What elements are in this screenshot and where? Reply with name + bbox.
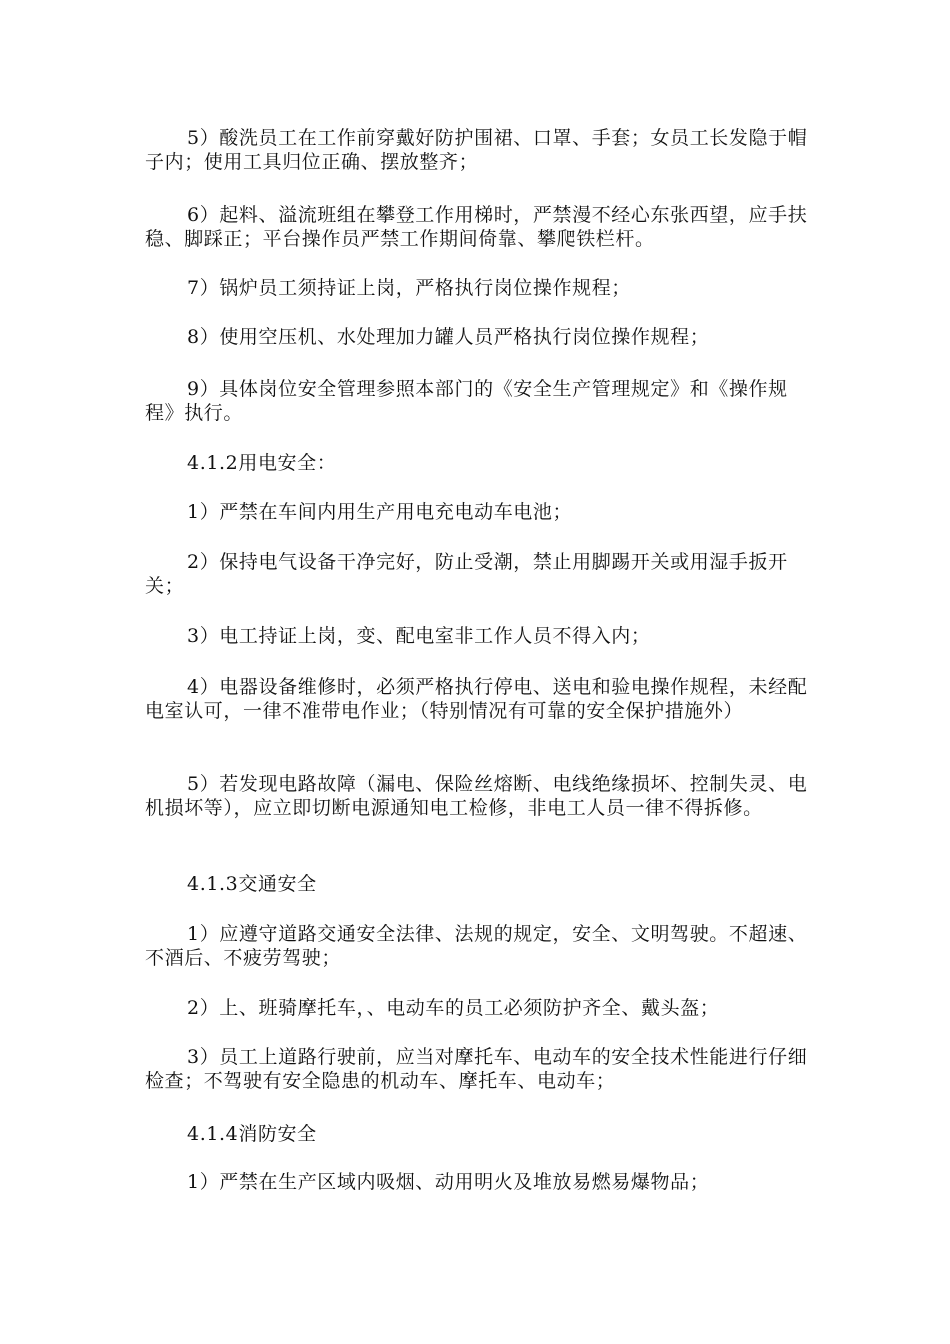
section-heading-electrical-safety: 4.1.2用电安全：: [187, 452, 337, 474]
paragraph-keep-equipment-clean: 2）保持电气设备干净完好，防止受潮，禁止用脚踢开关或用湿手扳开关；: [145, 551, 788, 597]
paragraph-pickling-staff: 5）酸洗员工在工作前穿戴好防护围裙、口罩、手套；女员工长发隐于帽子内；使用工具归位正确、摆放整齐；: [145, 127, 808, 173]
paragraph-circuit-fault: 5）若发现电路故障（漏电、保险丝熔断、电线绝缘损坏、控制失灵、电机损坏等），应立即切断电源通知电工检修，非电工人员一律不得拆修。: [145, 773, 808, 819]
paragraph-electrician-certified: 3）电工持证上岗，变、配电室非工作人员不得入内；: [187, 625, 651, 647]
section-heading-traffic-safety: 4.1.3交通安全: [187, 873, 317, 895]
paragraph-helmet: 2）上、班骑摩托车，、电动车的员工必须防护齐全、戴头盔；: [187, 997, 720, 1019]
paragraph-air-compressor: 8）使用空压机、水处理加力罐人员严格执行岗位操作规程；: [187, 326, 710, 348]
paragraph-maintenance-procedure: 4）电器设备维修时，必须严格执行停电、送电和验电操作规程，未经配电室认可，一律不准带电作业；（特别情况有可靠的安全保护措施外）: [145, 676, 808, 722]
section-heading-fire-safety: 4.1.4消防安全: [187, 1123, 317, 1145]
paragraph-ladder-safety: 6）起料、溢流班组在攀登工作用梯时，严禁漫不经心东张西望，应手扶稳、脚踩正；平台操作员严禁工作期间倚靠、攀爬铁栏杆。: [145, 204, 808, 250]
paragraph-vehicle-check: 3）员工上道路行驶前，应当对摩托车、电动车的安全技术性能进行仔细检查；不驾驶有安全隐患的机动车、摩托车、电动车；: [145, 1046, 808, 1092]
paragraph-boiler-staff: 7）锅炉员工须持证上岗，严格执行岗位操作规程；: [187, 277, 631, 299]
paragraph-post-safety-reference: 9）具体岗位安全管理参照本部门的《安全生产管理规定》和《操作规程》执行。: [145, 378, 788, 424]
paragraph-no-battery-charging: 1）严禁在车间内用生产用电充电动车电池；: [187, 501, 573, 523]
paragraph-no-smoking: 1）严禁在生产区域内吸烟、动用明火及堆放易燃易爆物品；: [187, 1171, 710, 1193]
paragraph-traffic-laws: 1）应遵守道路交通安全法律、法规的规定，安全、文明驾驶。不超速、不酒后、不疲劳驾驶；: [145, 923, 808, 969]
